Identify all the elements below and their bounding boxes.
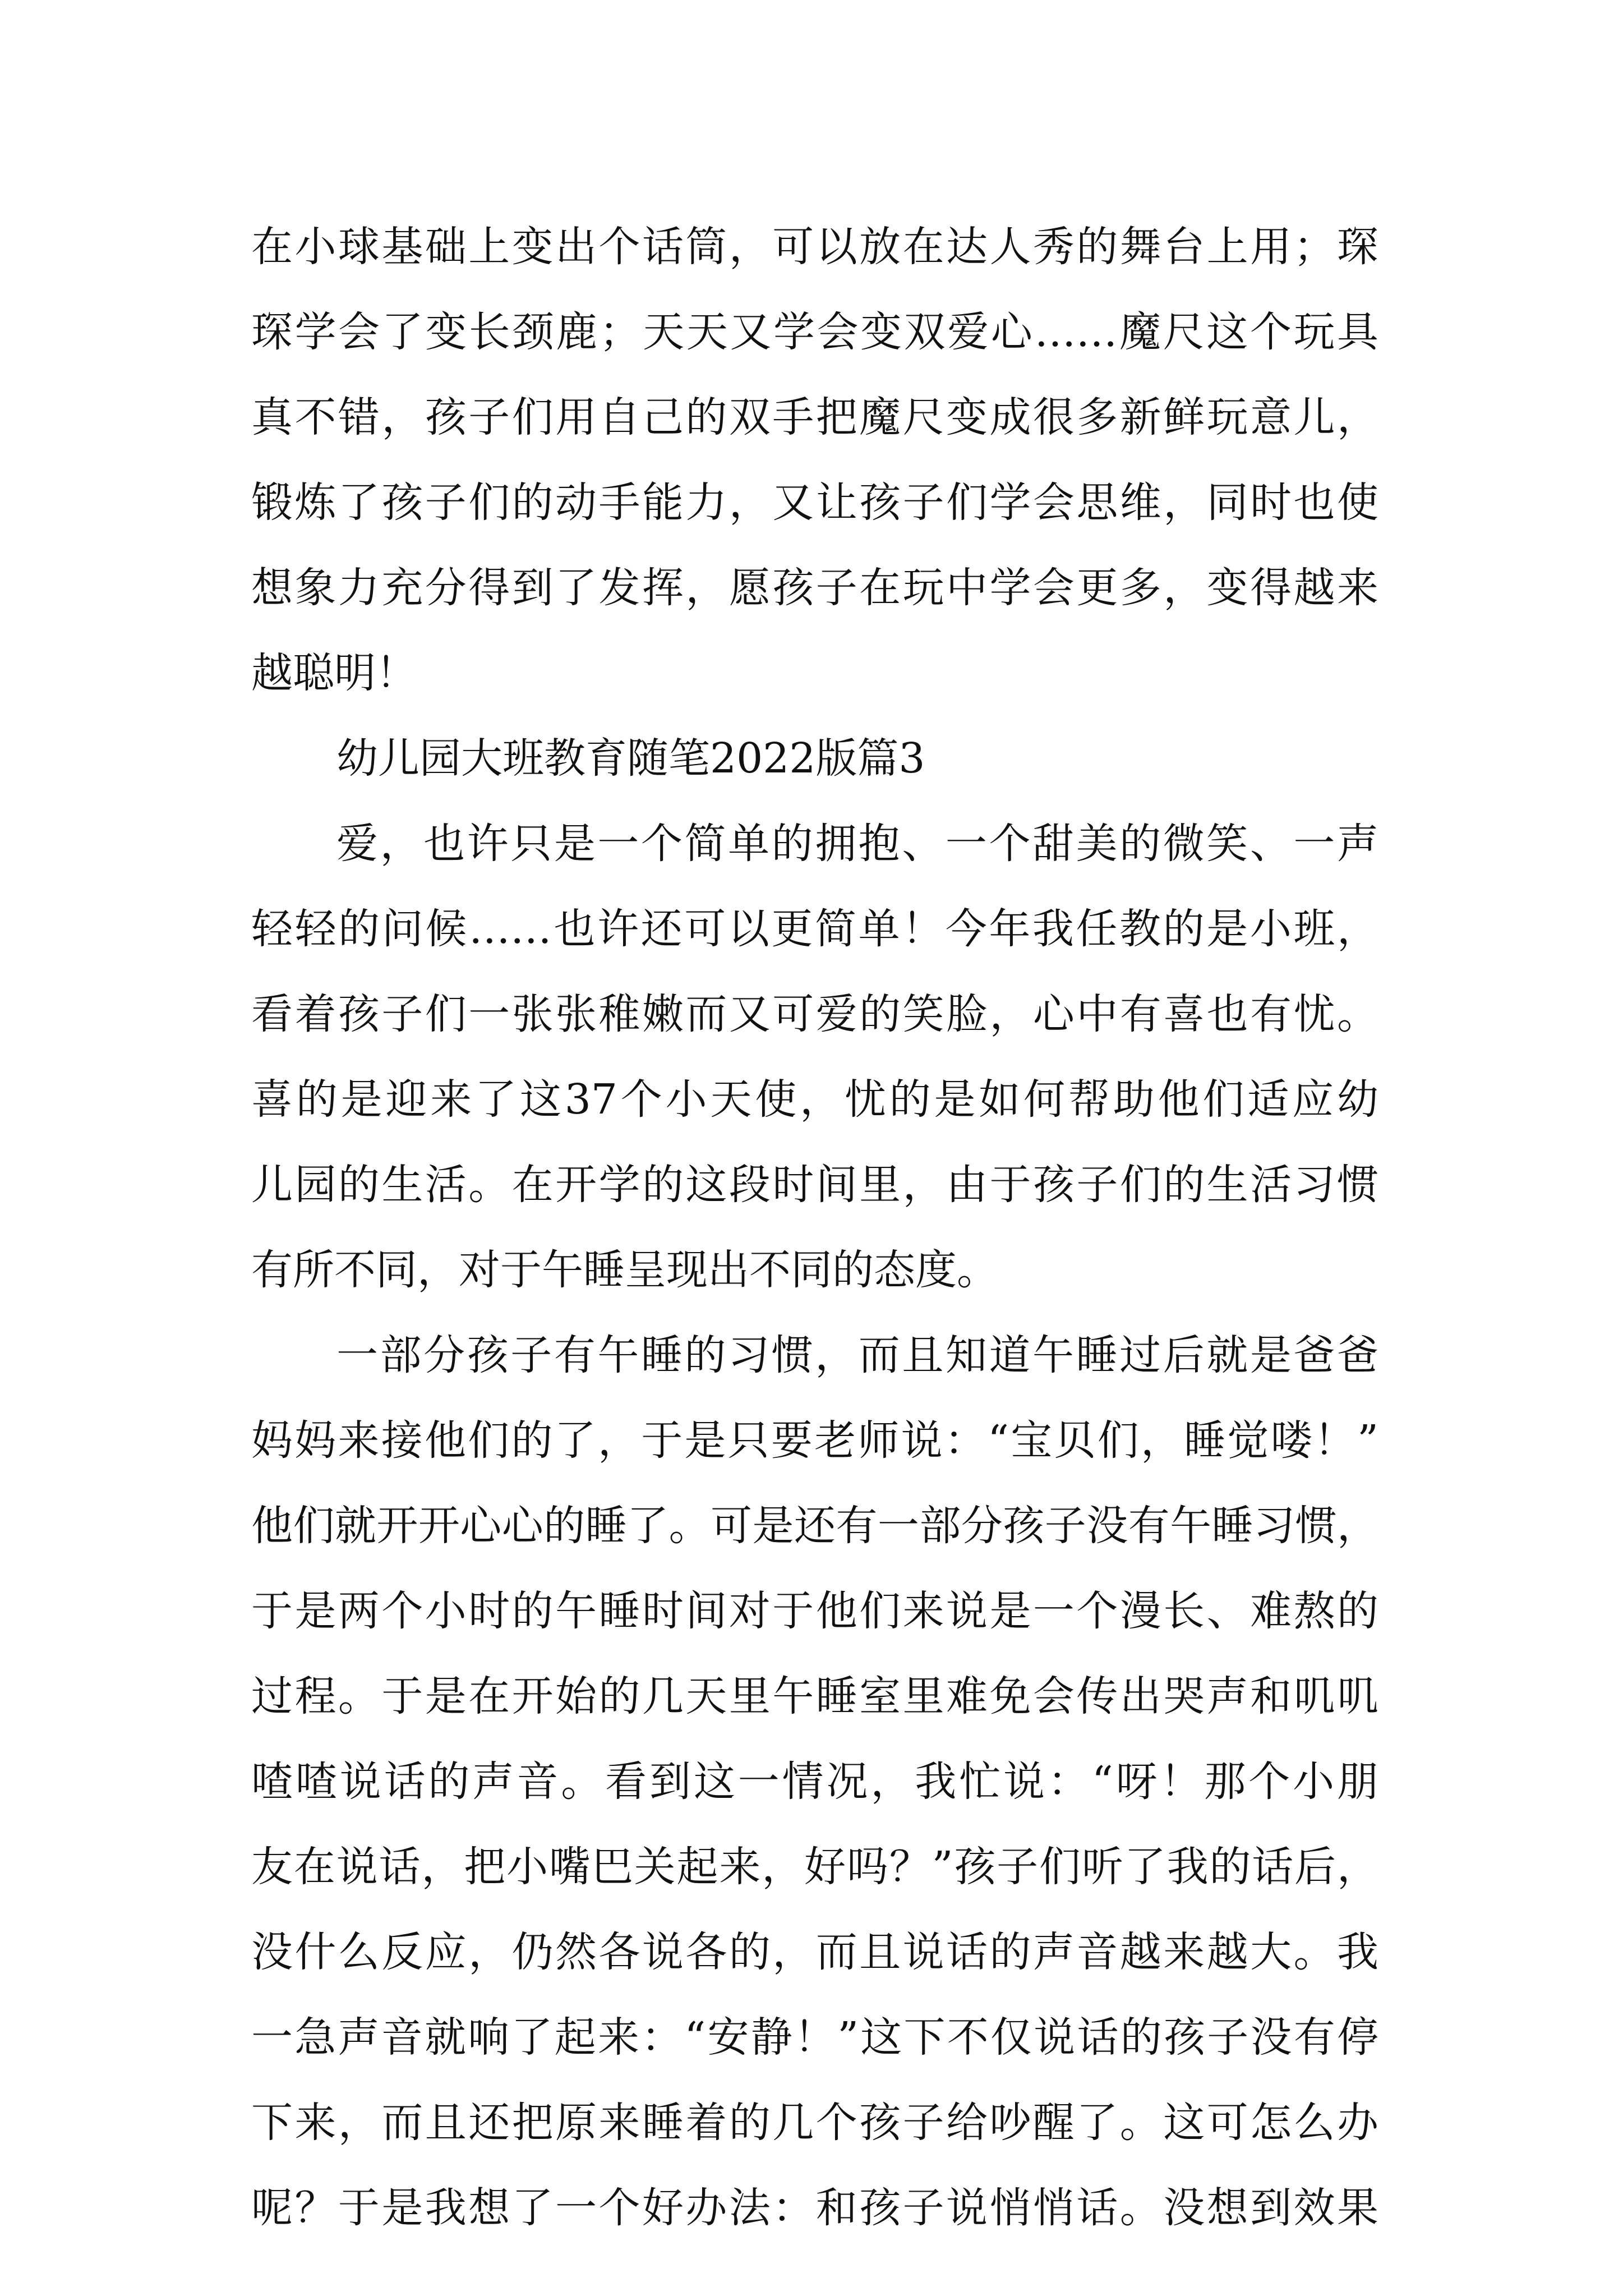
text-line: 一部分孩子有午睡的习惯，而且知道午睡过后就是爸爸 bbox=[336, 1331, 1378, 1379]
text-line: 妈妈来接他们的了，于是只要老师说：“宝贝们，睡觉喽！” bbox=[251, 1416, 1378, 1465]
text-line: 下来，而且还把原来睡着的几个孩子给吵醒了。这可怎么办 bbox=[251, 2099, 1378, 2147]
text-line: 有所不同，对于午睡呈现出不同的态度。 bbox=[251, 1246, 998, 1294]
section-heading: 幼儿园大班教育随笔2022版篇3 bbox=[336, 734, 925, 783]
text-line: 他们就开开心心的睡了。可是还有一部分孩子没有午睡习惯， bbox=[251, 1502, 1378, 1550]
text-line: 越聪明！ bbox=[251, 649, 417, 697]
text-line: 呢？于是我想了一个好办法：和孩子说悄悄话。没想到效果 bbox=[251, 2184, 1378, 2232]
text-line: 一急声音就响了起来：“安静！”这下不仅说话的孩子没有停 bbox=[251, 2013, 1378, 2062]
text-line: 喜的是迎来了这37个小天使，忧的是如何帮助他们适应幼 bbox=[251, 1075, 1378, 1124]
text-line: 于是两个小时的午睡时间对于他们来说是一个漫长、难熬的 bbox=[251, 1587, 1378, 1635]
text-line: 过程。于是在开始的几天里午睡室里难免会传出哭声和叽叽 bbox=[251, 1672, 1378, 1720]
text-line: 友在说话，把小嘴巴关起来，好吗？”孩子们听了我的话后， bbox=[251, 1843, 1378, 1891]
text-line: 真不错，孩子们用自己的双手把魔尺变成很多新鲜玩意儿， bbox=[251, 393, 1378, 441]
text-line: 在小球基础上变出个话筒，可以放在达人秀的舞台上用；琛 bbox=[251, 223, 1378, 271]
text-line: 喳喳说话的声音。看到这一情况，我忙说：“呀！那个小朋 bbox=[251, 1757, 1378, 1806]
text-line: 轻轻的问候……也许还可以更简单！今年我任教的是小班， bbox=[251, 905, 1378, 953]
text-line: 没什么反应，仍然各说各的，而且说话的声音越来越大。我 bbox=[251, 1928, 1378, 1976]
text-line: 琛学会了变长颈鹿；天天又学会变双爱心……魔尺这个玩具 bbox=[251, 308, 1378, 356]
text-line: 想象力充分得到了发挥，愿孩子在玩中学会更多，变得越来 bbox=[251, 564, 1378, 612]
text-line: 爱，也许只是一个简单的拥抱、一个甜美的微笑、一声 bbox=[336, 820, 1378, 868]
text-line: 看着孩子们一张张稚嫩而又可爱的笑脸，心中有喜也有忧。 bbox=[251, 990, 1378, 1038]
text-line: 锻炼了孩子们的动手能力，又让孩子们学会思维，同时也使 bbox=[251, 478, 1378, 527]
text-line: 儿园的生活。在开学的这段时间里，由于孩子们的生活习惯 bbox=[251, 1161, 1378, 1209]
